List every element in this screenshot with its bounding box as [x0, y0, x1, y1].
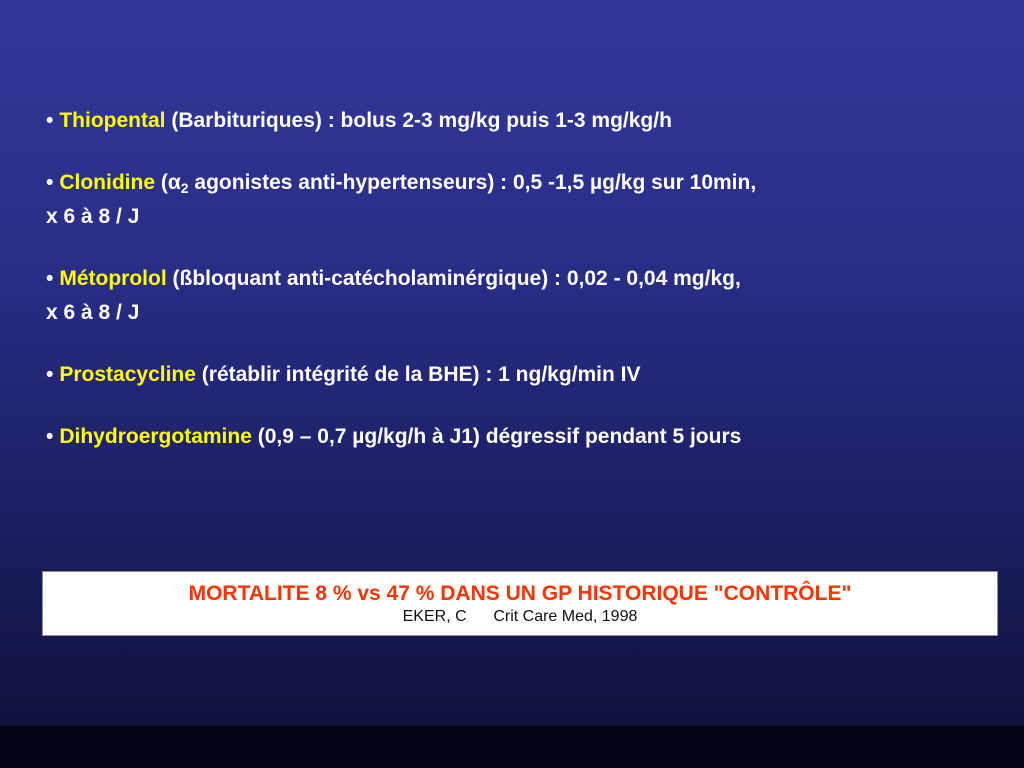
drug-details: (Barbituriques) : bolus 2-3 mg/kg puis 1-3 mg/kg/h — [165, 109, 672, 132]
bullet-dot-icon: • — [46, 109, 54, 132]
drug-name: Métoprolol — [59, 267, 167, 290]
bullet-dot-icon: • — [46, 425, 54, 448]
bullet-clonidine — [46, 166, 996, 234]
drug-list — [46, 104, 996, 482]
citation-author: EKER, C — [402, 608, 467, 625]
subscript: 2 — [180, 180, 189, 196]
bullet-dot-icon: • — [46, 267, 54, 290]
dosage-frequency: x 6 à 8 / J — [46, 301, 140, 324]
drug-name: Clonidine — [59, 171, 156, 194]
citation — [43, 607, 997, 627]
drug-details: (α — [155, 171, 181, 194]
bullet-dot-icon: • — [46, 171, 54, 194]
drug-details-cont: agonistes anti-hypertenseurs) : 0,5 -1,5 µg/kg sur 10min, — [188, 171, 757, 194]
bullet-prostacycline — [46, 358, 996, 392]
drug-details: (0,9 – 0,7 µg/kg/h à J1) dégressif pendant 5 jours — [251, 425, 742, 448]
bullet-dot-icon: • — [46, 363, 54, 386]
citation-journal: Crit Care Med, 1998 — [493, 608, 638, 625]
bullet-dihydroergotamine — [46, 420, 996, 454]
mortality-callout — [42, 571, 998, 636]
bullet-metoprolol — [46, 262, 996, 330]
drug-details: (rétablir intégrité de la BHE) : 1 ng/kg/min IV — [195, 363, 641, 386]
drug-name: Dihydroergotamine — [59, 425, 252, 448]
dosage-frequency: x 6 à 8 / J — [46, 205, 140, 228]
drug-name: Thiopental — [59, 109, 166, 132]
bottom-bar — [0, 726, 1024, 768]
callout-headline: MORTALITE 8 % vs 47 % DANS UN GP HISTORIQUE "CONTRÔLE" — [188, 582, 852, 605]
drug-name: Prostacycline — [59, 363, 196, 386]
drug-details: (ßbloquant anti-catécholaminérgique) : 0,02 - 0,04 mg/kg, — [166, 267, 741, 290]
bullet-thiopental — [46, 104, 996, 138]
